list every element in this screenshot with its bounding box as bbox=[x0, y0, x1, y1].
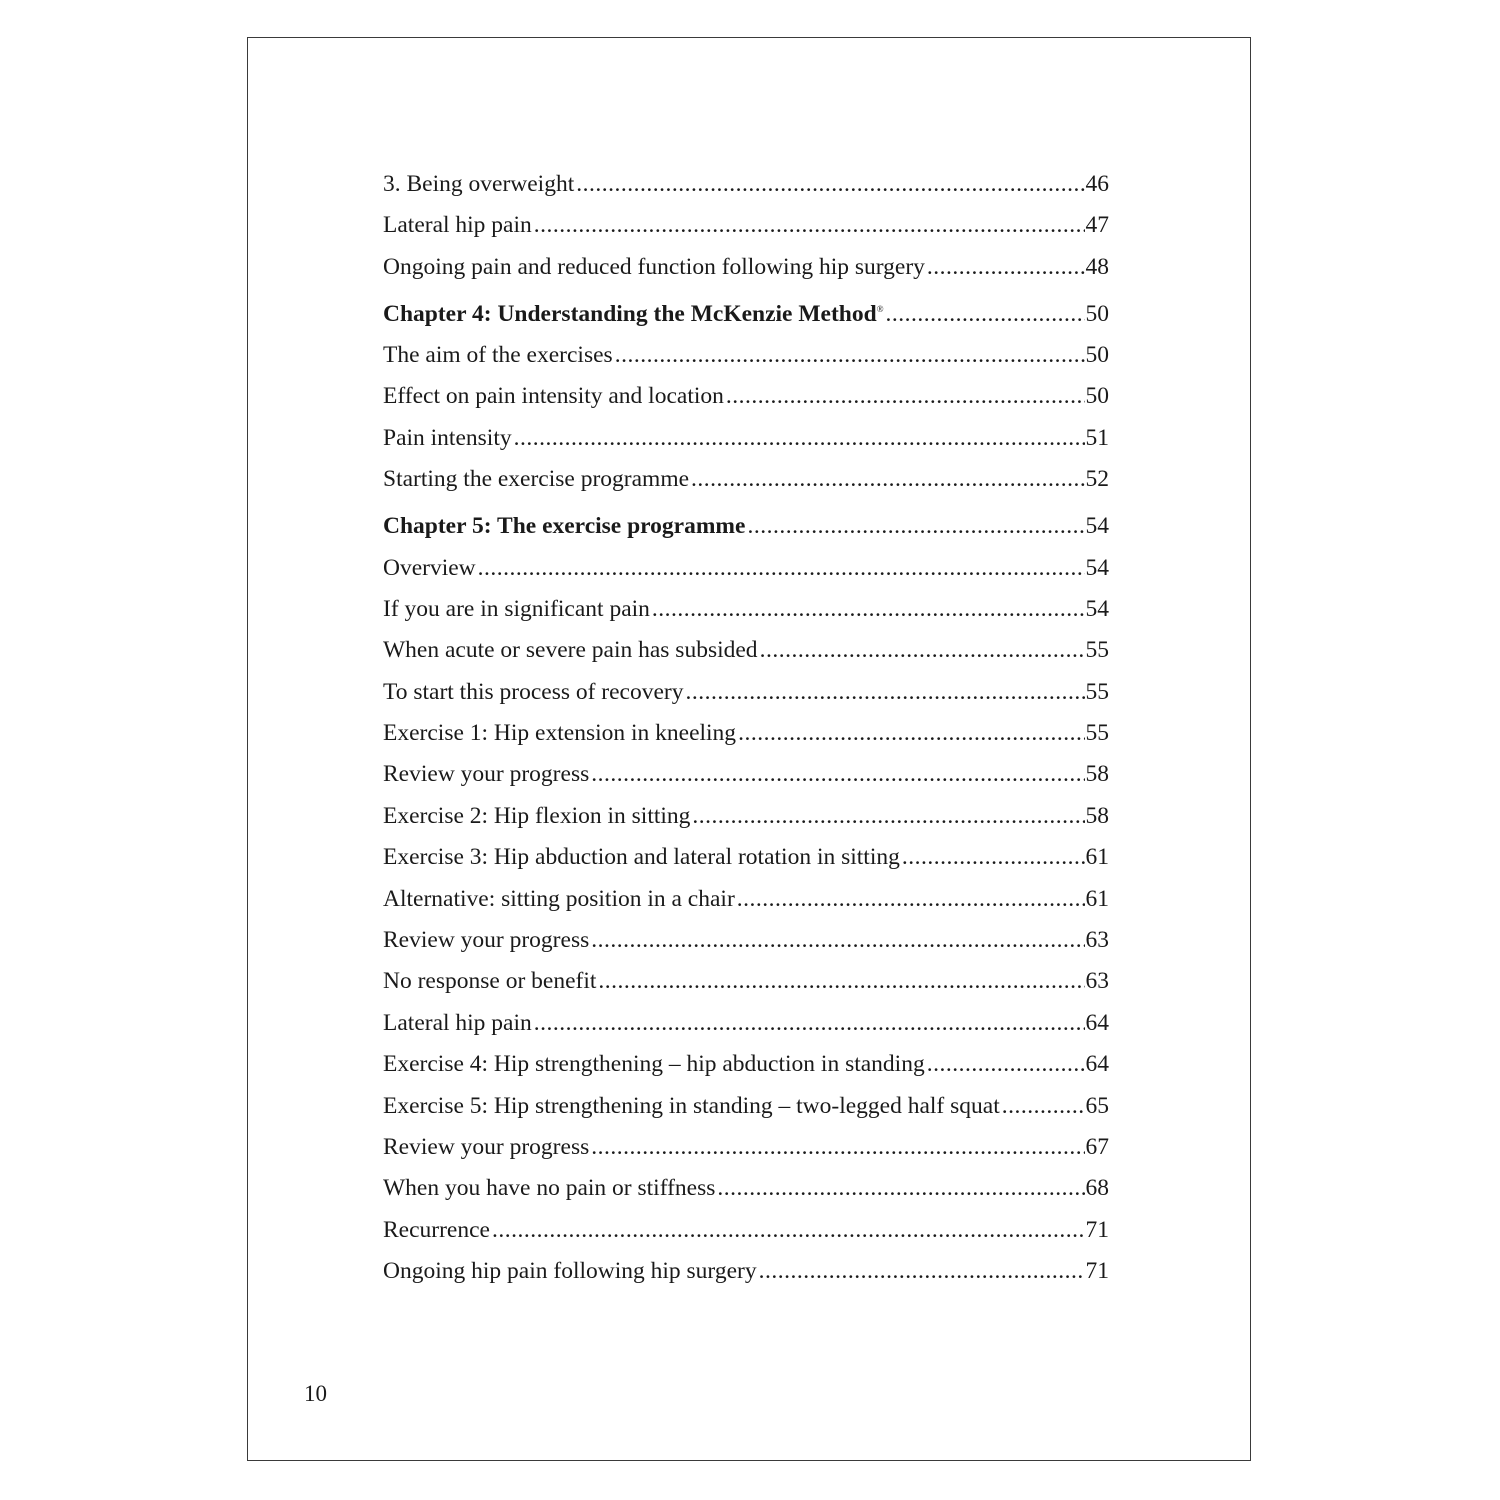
dot-leader bbox=[686, 672, 1085, 713]
toc-title-text: 3. Being overweight bbox=[383, 171, 575, 197]
toc-entry bbox=[383, 418, 1109, 459]
toc-entry-title bbox=[383, 1003, 534, 1044]
toc-title-text: Ongoing hip pain following hip surgery bbox=[383, 1258, 757, 1285]
toc-page-number: 47 bbox=[1085, 212, 1109, 239]
toc-entry-title bbox=[383, 376, 726, 417]
toc-entry bbox=[383, 459, 1109, 500]
dot-leader bbox=[534, 205, 1085, 246]
toc-entry bbox=[383, 672, 1109, 713]
dot-leader bbox=[591, 920, 1084, 961]
toc-title-text: Exercise 2: Hip flexion in sitting bbox=[383, 802, 691, 829]
toc-title-text: Review your progress bbox=[383, 761, 590, 788]
toc-title-text: Lateral hip pain bbox=[383, 1009, 532, 1036]
toc-page-number: 46 bbox=[1085, 171, 1109, 197]
toc-page-number: 61 bbox=[1085, 885, 1109, 912]
toc-entry-title bbox=[383, 164, 576, 205]
toc-entry-title bbox=[383, 879, 737, 920]
dot-leader bbox=[726, 376, 1085, 417]
dot-leader bbox=[652, 589, 1085, 630]
dot-leader bbox=[591, 1127, 1084, 1168]
toc-entry bbox=[383, 920, 1109, 961]
toc-page-number: 63 bbox=[1085, 927, 1109, 954]
toc-entry bbox=[383, 548, 1109, 589]
toc-entry-title bbox=[383, 247, 927, 288]
dot-leader bbox=[902, 837, 1085, 878]
dot-leader bbox=[1002, 1086, 1085, 1127]
toc-page-number: 52 bbox=[1085, 466, 1109, 493]
toc-title-text: Starting the exercise programme bbox=[383, 466, 690, 493]
toc-page-number: 50 bbox=[1085, 383, 1109, 410]
toc-page-number: 54 bbox=[1085, 595, 1109, 622]
toc-page-number: 67 bbox=[1085, 1133, 1109, 1160]
toc-title-text: Exercise 5: Hip strengthening in standing – two-legged half squat bbox=[383, 1092, 1000, 1119]
toc-entry bbox=[383, 1210, 1109, 1251]
toc-title-text: If you are in significant pain bbox=[383, 595, 650, 622]
toc-entry-title bbox=[383, 713, 738, 754]
dot-leader bbox=[886, 294, 1085, 335]
toc-title-text: When you have no pain or stiffness bbox=[383, 1175, 716, 1202]
toc-entry bbox=[383, 589, 1109, 630]
toc-entry-title bbox=[383, 754, 591, 795]
toc-title-text: Exercise 1: Hip extension in kneeling bbox=[383, 720, 737, 747]
toc-title-text: When acute or severe pain has subsided bbox=[383, 637, 758, 664]
toc-entry-title bbox=[383, 920, 591, 961]
book-page bbox=[247, 37, 1251, 1461]
toc-title-text: Recurrence bbox=[383, 1216, 490, 1243]
toc-entry bbox=[383, 837, 1109, 878]
toc-page-number: 51 bbox=[1085, 424, 1109, 451]
toc-entry bbox=[383, 796, 1109, 837]
toc-page-number: 71 bbox=[1085, 1216, 1109, 1243]
toc-entry-title bbox=[383, 589, 652, 630]
toc-entry bbox=[383, 1044, 1109, 1085]
toc-title-text: Exercise 3: Hip abduction and lateral rotation in sitting bbox=[383, 844, 900, 871]
toc-entry bbox=[383, 961, 1109, 1002]
toc-page-number: 55 bbox=[1085, 637, 1109, 664]
toc-title-text: Lateral hip pain bbox=[383, 212, 532, 239]
toc-title-text: No response or benefit bbox=[383, 968, 597, 995]
toc-page-number: 64 bbox=[1085, 1051, 1109, 1078]
toc-title-text: The aim of the exercises bbox=[383, 342, 613, 369]
dot-leader bbox=[691, 459, 1084, 500]
toc-title-text: Pain intensity bbox=[383, 424, 512, 451]
toc-page-number: 50 bbox=[1085, 300, 1109, 327]
toc-title-text: Ongoing pain and reduced function following hip surgery bbox=[383, 253, 925, 280]
toc-entry-title bbox=[383, 1086, 1002, 1127]
toc-entry-title bbox=[383, 837, 902, 878]
toc-page-number: 64 bbox=[1085, 1009, 1109, 1036]
toc-entry bbox=[383, 1168, 1109, 1209]
toc-title-text: Chapter 4: Understanding the McKenzie Method bbox=[383, 300, 877, 327]
dot-leader bbox=[760, 630, 1085, 671]
toc-entry bbox=[383, 205, 1109, 246]
toc-page-number: 61 bbox=[1085, 844, 1109, 871]
toc-title-text: Effect on pain intensity and location bbox=[383, 383, 724, 410]
dot-leader bbox=[514, 418, 1085, 459]
toc-title-text: Exercise 4: Hip strengthening – hip abduction in standing bbox=[383, 1051, 925, 1078]
toc-entry-title bbox=[383, 205, 534, 246]
table-of-contents bbox=[383, 164, 1109, 1293]
registered-mark: ® bbox=[876, 303, 884, 314]
dot-leader bbox=[717, 1168, 1084, 1209]
toc-entry bbox=[383, 754, 1109, 795]
toc-entry bbox=[383, 1251, 1109, 1292]
toc-title-text: Chapter 5: The exercise programme bbox=[383, 513, 746, 540]
toc-page-number: 50 bbox=[1085, 342, 1109, 369]
dot-leader bbox=[737, 879, 1085, 920]
toc-page-number: 71 bbox=[1085, 1258, 1109, 1285]
dot-leader bbox=[927, 247, 1085, 288]
toc-page-number: 55 bbox=[1085, 678, 1109, 705]
dot-leader bbox=[534, 1003, 1085, 1044]
toc-page-number: 54 bbox=[1085, 513, 1109, 540]
page-number: 10 bbox=[304, 1381, 327, 1406]
toc-page-number: 58 bbox=[1085, 761, 1109, 788]
toc-entry bbox=[383, 713, 1109, 754]
toc-title-text: Review your progress bbox=[383, 927, 590, 954]
dot-leader bbox=[759, 1251, 1085, 1292]
toc-page-number: 68 bbox=[1085, 1175, 1109, 1202]
toc-title-text: Alternative: sitting position in a chair bbox=[383, 885, 735, 912]
toc-title-text: Review your progress bbox=[383, 1133, 590, 1160]
toc-entry bbox=[383, 1127, 1109, 1168]
toc-entry bbox=[383, 630, 1109, 671]
toc-entry-title bbox=[383, 630, 760, 671]
toc-entry-title bbox=[383, 1210, 492, 1251]
toc-entry bbox=[383, 335, 1109, 376]
toc-entry-title bbox=[383, 1168, 717, 1209]
toc-entry-title bbox=[383, 796, 692, 837]
dot-leader bbox=[747, 506, 1084, 547]
toc-page-number: 54 bbox=[1085, 554, 1109, 581]
dot-leader bbox=[615, 335, 1085, 376]
toc-page-number: 63 bbox=[1085, 968, 1109, 995]
toc-entry bbox=[383, 247, 1109, 288]
dot-leader bbox=[492, 1210, 1085, 1251]
toc-page-number: 65 bbox=[1085, 1092, 1109, 1119]
dot-leader bbox=[598, 961, 1084, 1002]
toc-page-number: 55 bbox=[1085, 720, 1109, 747]
toc-entry-title bbox=[383, 335, 615, 376]
toc-chapter-title bbox=[383, 294, 886, 335]
toc-entry-title bbox=[383, 1044, 927, 1085]
toc-title-text: To start this process of recovery bbox=[383, 678, 684, 705]
dot-leader bbox=[576, 164, 1084, 205]
toc-entry bbox=[383, 376, 1109, 417]
toc-entry-title bbox=[383, 459, 691, 500]
toc-chapter-title bbox=[383, 506, 747, 547]
toc-chapter-entry bbox=[383, 294, 1109, 335]
toc-entry-title bbox=[383, 961, 598, 1002]
toc-entry-title bbox=[383, 548, 478, 589]
toc-entry-title bbox=[383, 418, 514, 459]
toc-entry bbox=[383, 1003, 1109, 1044]
toc-entry bbox=[383, 164, 1109, 205]
toc-chapter-entry bbox=[383, 506, 1109, 547]
toc-title-text: Overview bbox=[383, 554, 476, 581]
toc-entry bbox=[383, 1086, 1109, 1127]
toc-entry-title bbox=[383, 1127, 591, 1168]
toc-entry-title bbox=[383, 672, 686, 713]
dot-leader bbox=[478, 548, 1085, 589]
dot-leader bbox=[738, 713, 1084, 754]
dot-leader bbox=[692, 796, 1084, 837]
toc-entry bbox=[383, 879, 1109, 920]
toc-entry-title bbox=[383, 1251, 759, 1292]
toc-page-number: 58 bbox=[1085, 802, 1109, 829]
dot-leader bbox=[927, 1044, 1085, 1085]
dot-leader bbox=[591, 754, 1084, 795]
toc-page-number: 48 bbox=[1085, 253, 1109, 280]
